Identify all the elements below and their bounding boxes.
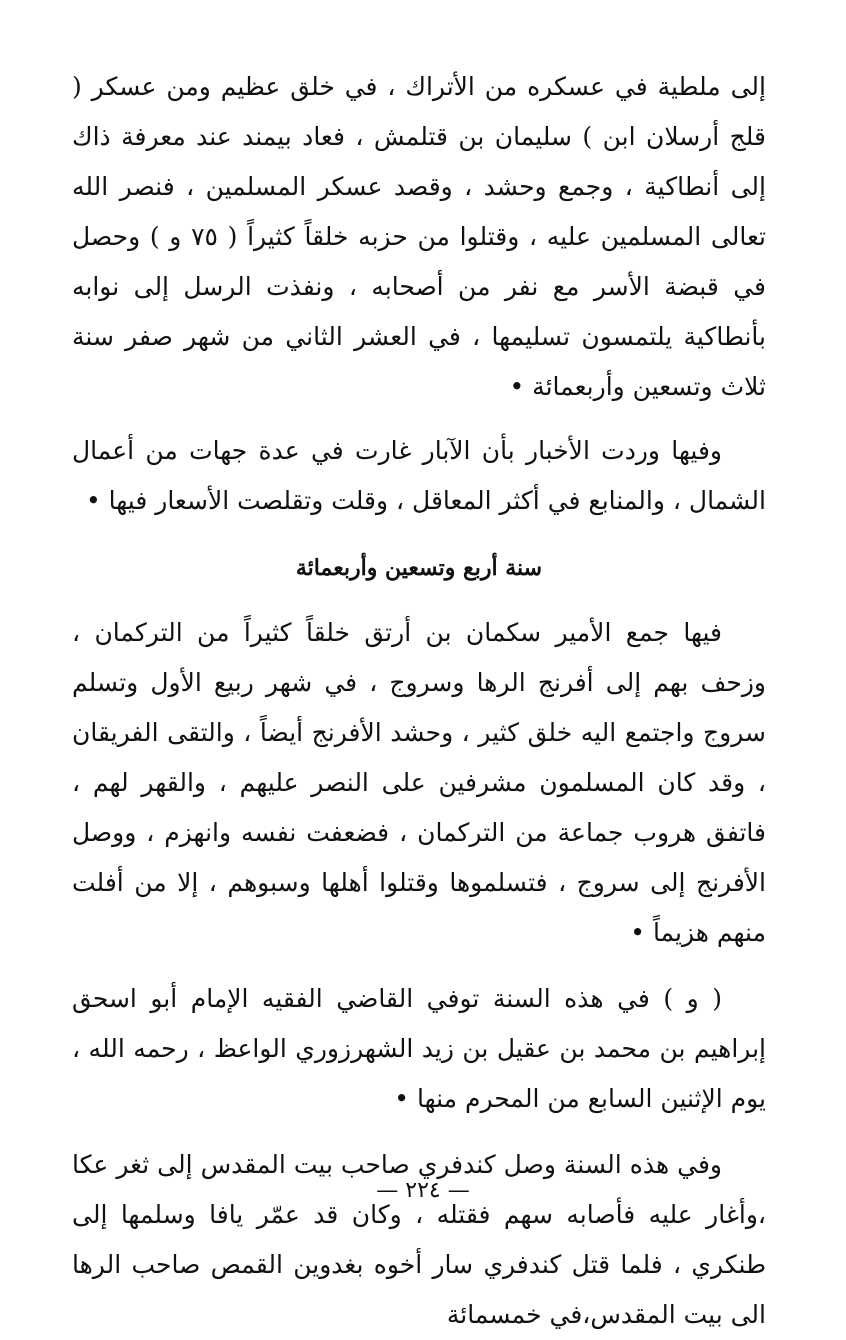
paragraph-1: إلى ملطية في عسكره من الأتراك ، في خلق عظيم ومن عسكر ( قلج أرسلان ابن ) سليمان بن قتلمش ، فعاد بيمند عند معرفة ذاك إلى أنطاكية ، وجمع وحشد ، وقصد عسكر المسلمين ، فنصر الله تعالى المسلمين عليه ، وقتلوا من حزبه خلقاً كثيراً ( ٧٥ و ) وحصل في قبضة الأسر مع نفر من أصحابه ، ونفذت الرسل إلى نوابه بأنطاكية يلتمسون تسليمها ، في العشر الثاني من شهر صفر سنة ثلاث وتسعين وأربعمائة • xyxy=(72,72,767,401)
paragraph-4: ( و ) في هذه السنة توفي القاضي الفقيه الإمام أبو اسحق إبراهيم بن محمد بن عقيل بن زيد الشهرزوري الواعظ ، رحمه الله ، يوم الإثنين السابع من المحرم منها • xyxy=(72,984,766,1113)
page-body xyxy=(72,62,766,1340)
paragraph-5: وفي هذه السنة وصل كندفري صاحب بيت المقدس إلى ثغر عكا ،وأغار عليه فأصابه سهم فقتله ، وكان قد عمّر يافا وسلمها إلى طنكري ، فلما قتل كندفري سار أخوه بغدوين القمص صاحب الرها الى بيت المقدس،في خمسمائة xyxy=(72,1150,766,1329)
paragraph-2: وفيها وردت الأخبار بأن الآبار غارت في عدة جهات من أعمال الشمال ، والمنابع في أكثر المعاقل ، وقلت وتقلصت الأسعار فيها • xyxy=(72,436,766,515)
paragraph-3: فيها جمع الأمير سكمان بن أرتق خلقاً كثيراً من التركمان ، وزحف بهم إلى أفرنج الرها وسروج ، في شهر ربيع الأول وتسلم سروج واجتمع اليه خلق كثير ، وحشد الأفرنج أيضاً ، والتقى الفريقان ، وقد كان المسلمون مشرفين على النصر عليهم ، والقهر لهم ، فاتفق هروب جماعة من التركمان ، فضعفت نفسه وانهزم ، ووصل الأفرنج إلى سروج ، فتسلموها وقتلوا أهلها وسبوهم ، إلا من أفلت منهم هزيماً • xyxy=(72,618,766,947)
page-number: — ٢٢٤ — xyxy=(376,1178,470,1203)
section-heading: سنة أربع وتسعين وأربعمائة xyxy=(295,555,543,581)
